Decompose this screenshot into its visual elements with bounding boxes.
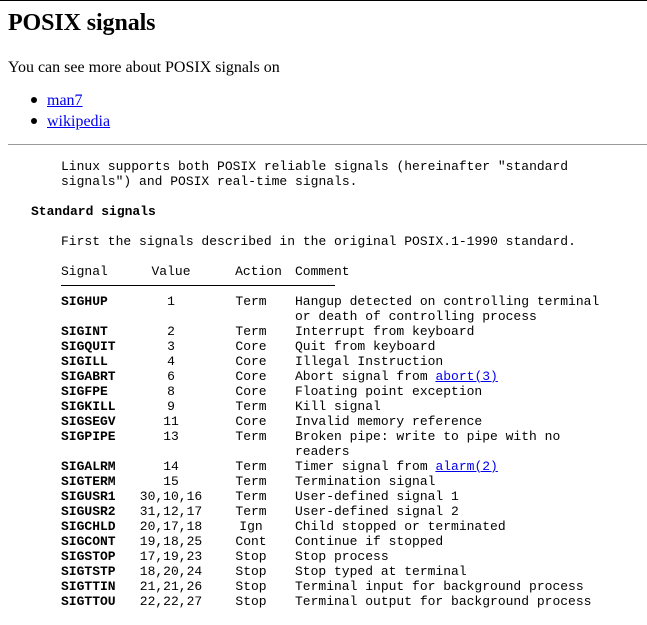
table-row	[61, 519, 621, 534]
signal-name: SIGSTOP	[61, 549, 116, 564]
signal-action: Stop	[235, 594, 267, 609]
signal-comment-line: Terminal input for background process	[295, 579, 584, 594]
man7-link[interactable]: man7	[47, 92, 83, 109]
signal-value: 21,21,26	[139, 579, 203, 594]
signal-action: Term	[235, 489, 267, 504]
signal-comment-line: Quit from keyboard	[295, 339, 436, 354]
signal-action: Core	[235, 339, 267, 354]
signal-comment-line: Child stopped or terminated	[295, 519, 506, 534]
intro-paragraph-line: signals") and POSIX real-time signals.	[61, 174, 358, 189]
signal-comment-line: Hangup detected on controlling terminal	[295, 294, 600, 309]
table-row	[61, 369, 621, 384]
signal-value: 17,19,23	[139, 549, 203, 564]
intro-text: You can see more about POSIX signals on	[8, 59, 280, 76]
signal-comment	[295, 459, 615, 474]
signal-comment-line: Interrupt from keyboard	[295, 324, 475, 339]
signal-comment-line: User-defined signal 1	[295, 489, 459, 504]
signal-value: 11	[163, 414, 179, 429]
signal-comment	[295, 369, 615, 384]
signal-comment-line: Stop process	[295, 549, 389, 564]
signal-action: Ign	[239, 519, 263, 534]
signal-comment	[295, 594, 615, 609]
signal-comment-text: Timer signal from	[295, 459, 436, 474]
signal-name: SIGCHLD	[61, 519, 116, 534]
table-row	[61, 534, 621, 549]
signal-value: 15	[163, 474, 179, 489]
signal-action: Cont	[235, 534, 267, 549]
signal-name: SIGABRT	[61, 369, 116, 384]
signal-comment-line: readers	[295, 444, 350, 459]
signal-name: SIGFPE	[61, 384, 108, 399]
signal-comment	[295, 534, 615, 549]
signal-name: SIGTTIN	[61, 579, 116, 594]
signal-comment	[295, 504, 615, 519]
signal-value: 14	[163, 459, 179, 474]
signal-comment-line: User-defined signal 2	[295, 504, 459, 519]
signal-action: Core	[235, 414, 267, 429]
section-paragraph: First the signals described in the original POSIX.1-1990 standard.	[61, 234, 576, 249]
signal-value: 22,22,27	[139, 594, 203, 609]
signal-comment-line: Termination signal	[295, 474, 436, 489]
signal-comment	[295, 564, 615, 579]
signal-value: 18,20,24	[139, 564, 203, 579]
signal-name: SIGILL	[61, 354, 108, 369]
signal-name: SIGSEGV	[61, 414, 116, 429]
table-row	[61, 549, 621, 564]
signal-comment-line: Kill signal	[295, 399, 381, 414]
signal-action: Core	[235, 354, 267, 369]
signal-comment	[295, 519, 615, 534]
signal-action: Term	[235, 399, 267, 414]
signals-table-header	[61, 264, 621, 279]
table-row	[61, 384, 621, 399]
table-row	[61, 474, 621, 489]
table-row	[61, 564, 621, 579]
table-row	[61, 429, 621, 459]
signals-table-body	[61, 294, 621, 609]
signal-action: Term	[235, 324, 267, 339]
column-header-action: Action	[235, 264, 282, 279]
list-item	[8, 90, 110, 111]
intro-paragraph-line: Linux supports both POSIX reliable signals (hereinafter "standard	[61, 159, 569, 174]
signal-action: Stop	[235, 579, 267, 594]
signal-comment	[295, 549, 615, 564]
table-row	[61, 414, 621, 429]
table-row	[61, 579, 621, 594]
signal-comment	[295, 579, 615, 594]
table-header-rule	[61, 285, 335, 286]
signal-comment	[295, 399, 615, 414]
signal-comment-text: Abort signal from	[295, 369, 436, 384]
table-row	[61, 504, 621, 519]
signal-name: SIGHUP	[61, 294, 108, 309]
intro-paragraph	[61, 159, 621, 189]
top-border	[0, 0, 647, 1]
signal-action: Stop	[235, 564, 267, 579]
signal-value: 1	[167, 294, 175, 309]
signal-value: 2	[167, 324, 175, 339]
signal-comment	[295, 489, 615, 504]
signal-name: SIGINT	[61, 324, 108, 339]
list-item	[8, 111, 110, 132]
horizontal-divider	[8, 144, 647, 145]
table-row	[61, 294, 621, 324]
signal-name: SIGUSR1	[61, 489, 116, 504]
signal-comment	[295, 429, 615, 459]
signal-value: 20,17,18	[139, 519, 203, 534]
table-row	[61, 594, 621, 609]
signal-value: 30,10,16	[139, 489, 203, 504]
signal-comment	[295, 414, 615, 429]
signal-comment-line: Broken pipe: write to pipe with no	[295, 429, 561, 444]
signal-comment-line: Floating point exception	[295, 384, 483, 399]
signal-comment-line: Invalid memory reference	[295, 414, 483, 429]
table-row	[61, 399, 621, 414]
manpage-link[interactable]: alarm(2)	[435, 459, 498, 474]
signal-comment-line: or death of controlling process	[295, 309, 537, 324]
signal-name: SIGKILL	[61, 399, 116, 414]
link-list	[8, 90, 110, 132]
signal-value: 3	[167, 339, 175, 354]
table-row	[61, 339, 621, 354]
signal-name: SIGTTOU	[61, 594, 116, 609]
signal-value: 19,18,25	[139, 534, 203, 549]
signal-comment	[295, 294, 615, 324]
signal-value: 9	[167, 399, 175, 414]
signal-comment-line: Illegal Instruction	[295, 354, 444, 369]
signal-comment	[295, 384, 615, 399]
signal-action: Stop	[235, 549, 267, 564]
signal-comment-line: Terminal output for background process	[295, 594, 592, 609]
signal-value: 13	[163, 429, 179, 444]
signal-name: SIGCONT	[61, 534, 116, 549]
signal-action: Term	[235, 459, 267, 474]
wikipedia-link[interactable]: wikipedia	[47, 113, 111, 130]
signal-name: SIGTSTP	[61, 564, 116, 579]
manpage-link[interactable]: abort(3)	[435, 369, 498, 384]
signal-name: SIGPIPE	[61, 429, 116, 444]
signal-name: SIGQUIT	[61, 339, 116, 354]
signal-action: Core	[235, 369, 267, 384]
table-row	[61, 354, 621, 369]
signal-comment	[295, 354, 615, 369]
signal-action: Term	[235, 294, 267, 309]
signal-value: 4	[167, 354, 175, 369]
signal-comment-line: Continue if stopped	[295, 534, 444, 549]
signal-name: SIGALRM	[61, 459, 116, 474]
signal-comment-line: Stop typed at terminal	[295, 564, 467, 579]
signal-name: SIGUSR2	[61, 504, 116, 519]
table-row	[61, 459, 621, 474]
signal-name: SIGTERM	[61, 474, 116, 489]
signal-action: Term	[235, 474, 267, 489]
signal-value: 8	[167, 384, 175, 399]
signal-comment	[295, 474, 615, 489]
column-header-value: Value	[151, 264, 191, 279]
signal-comment	[295, 339, 615, 354]
signal-action: Term	[235, 504, 267, 519]
signal-value: 6	[167, 369, 175, 384]
table-row	[61, 324, 621, 339]
column-header-comment: Comment	[295, 264, 350, 279]
signal-value: 31,12,17	[139, 504, 203, 519]
section-heading: Standard signals	[31, 204, 156, 219]
table-row	[61, 489, 621, 504]
signal-action: Core	[235, 384, 267, 399]
signal-comment	[295, 324, 615, 339]
page-title: POSIX signals	[8, 10, 156, 36]
signal-action: Term	[235, 429, 267, 444]
column-header-signal: Signal	[61, 264, 108, 279]
